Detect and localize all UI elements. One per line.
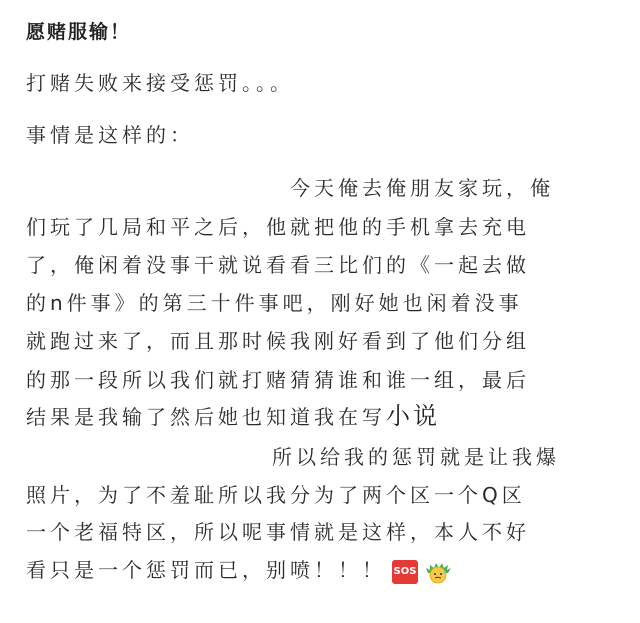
note-title: 愿赌服输！ [26, 21, 132, 43]
note-line-4: 们玩了几局和平之后，他就把他的手机拿去充电 [26, 215, 530, 239]
note-line-9 [26, 402, 440, 431]
emphasis-word: 小说 [386, 402, 440, 430]
note-line-10: 所以给我的惩罚就是让我爆 [272, 445, 560, 469]
note-line-12: 一个老福特区，所以呢事情就是这样，本人不好 [26, 520, 530, 544]
note-line-6: 的n件事》的第三十件事吧，刚好她也闲着没事 [26, 291, 523, 315]
note-line-9-text: 结果是我输了然后她也知道我在写 [26, 405, 386, 429]
sweat-face-icon [424, 559, 452, 585]
note-line-2: 事情是这样的： [26, 123, 194, 147]
sos-icon: SOS [392, 560, 418, 584]
note-line-13 [26, 556, 452, 585]
note-line-3: 今天俺去俺朋友家玩，俺 [290, 176, 554, 200]
note-line-1: 打赌失败来接受惩罚。。。 [26, 71, 294, 95]
note-line-11: 照片，为了不羞耻所以我分为了两个区一个Q区 [26, 483, 526, 507]
note-line-5: 了，俺闲着没事干就说看看三比们的《一起去做 [26, 253, 530, 277]
note-line-7: 就跑过来了，而且那时候我刚好看到了他们分组 [26, 329, 530, 353]
note-line-13-text: 看只是一个惩罚而已，别喷！！！ [26, 558, 386, 582]
note-line-8: 的那一段所以我们就打赌猜猜谁和谁一组，最后 [26, 368, 530, 392]
